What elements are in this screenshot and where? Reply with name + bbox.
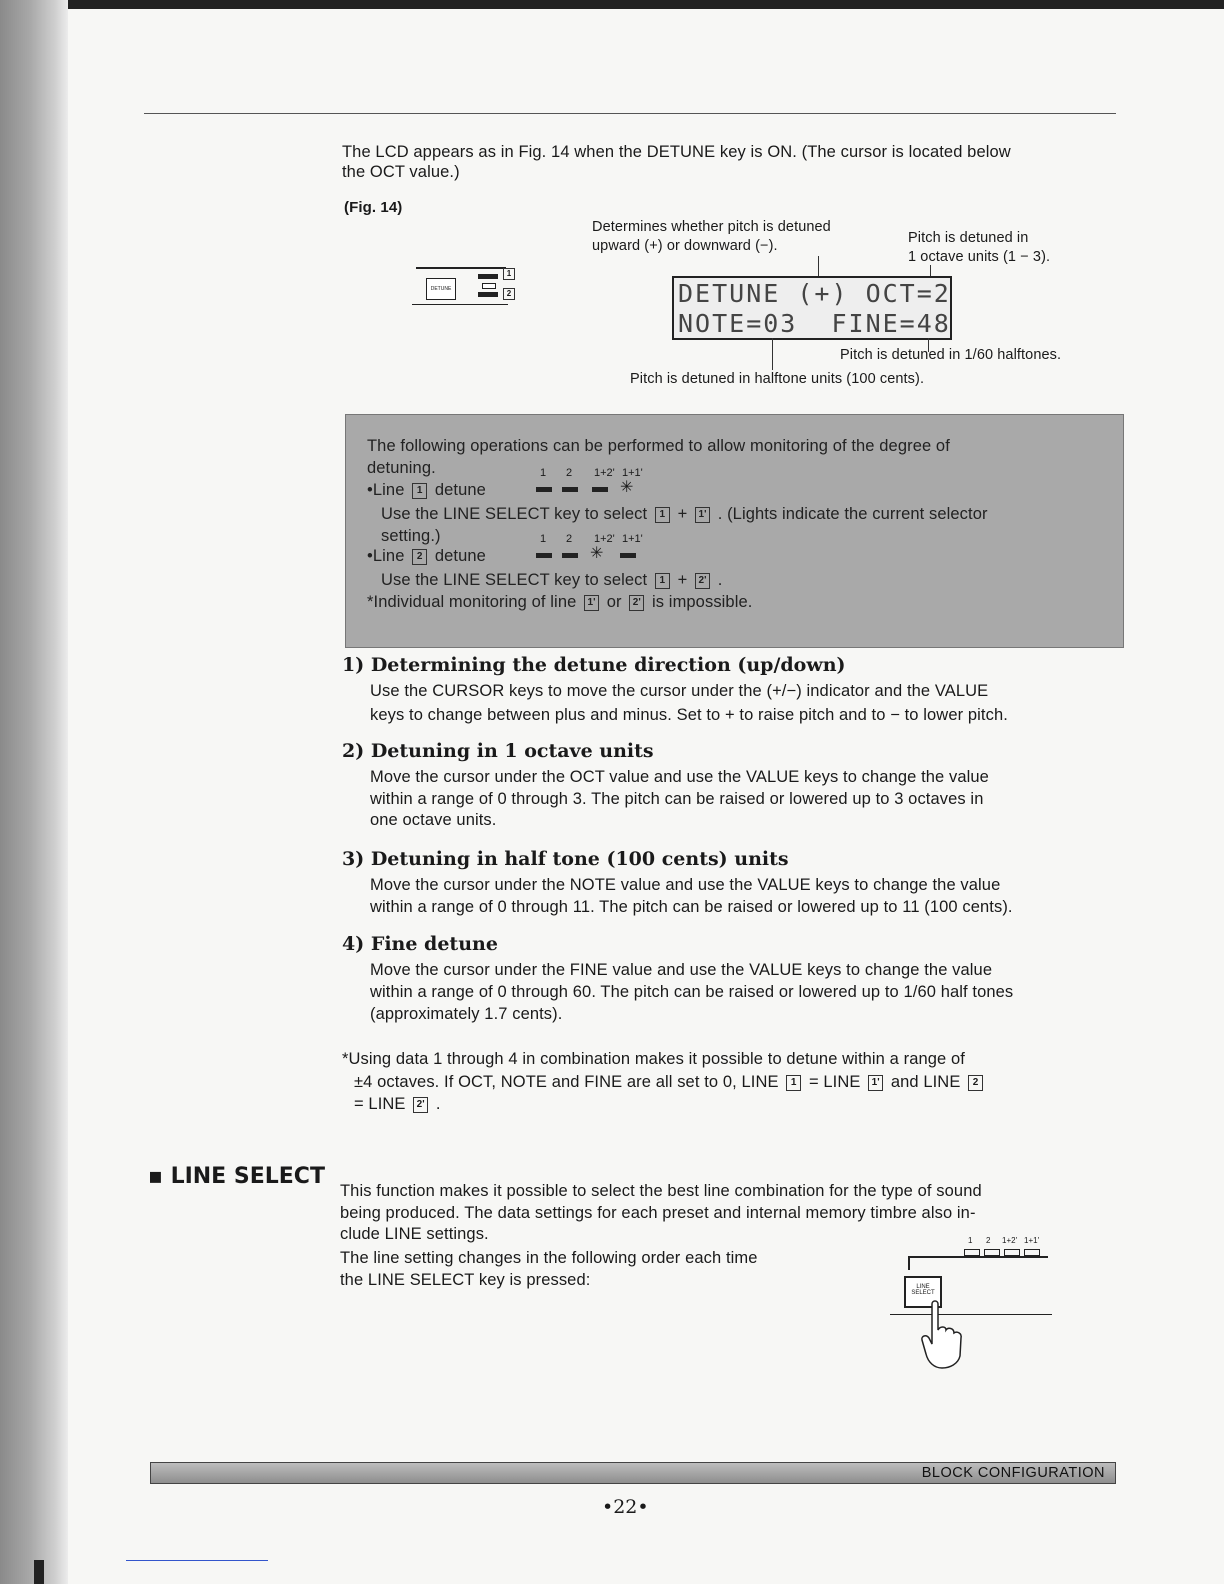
ind1-bar-b xyxy=(562,487,578,492)
callout-note-leader xyxy=(772,338,773,370)
using-note-line-1: *Using data 1 through 4 in combination makes it possible to detune within a range of xyxy=(342,1050,965,1068)
line-select-line-5: the LINE SELECT key is pressed: xyxy=(340,1271,591,1289)
figure-label: (Fig. 14) xyxy=(344,199,403,216)
ls-ind-label-a: 1 xyxy=(968,1236,973,1245)
line-select-heading: ▪ LINE SELECT xyxy=(148,1164,325,1189)
lcd-line-1: DETUNE (+) OCT=2 xyxy=(678,279,951,308)
page-number: •22• xyxy=(602,1496,649,1518)
line1-desc-key-a: 1 xyxy=(655,507,670,523)
intro-line-1: The LCD appears as in Fig. 14 when the DETUNE key is ON. (The cursor is located below xyxy=(342,143,1011,161)
ls-ind-label-d: 1+1' xyxy=(1024,1236,1040,1245)
line2-label-a: •Line xyxy=(367,547,405,565)
monitor-line1-detune xyxy=(367,479,486,501)
section-2-line-3: one octave units. xyxy=(370,811,497,829)
ls-ind-label-c: 1+2' xyxy=(1002,1236,1018,1245)
line1-desc-key-b: 1' xyxy=(695,507,710,523)
callout-direction-line-2: upward (+) or downward (−). xyxy=(592,238,778,254)
callout-oct-line-2: 1 octave units (1 − 3). xyxy=(908,249,1051,265)
ind1-label-b: 2 xyxy=(566,467,573,479)
ind1-label-d: 1+1' xyxy=(622,467,643,479)
line1-key: 1 xyxy=(412,483,427,499)
line1-desc-plus: + xyxy=(677,505,688,523)
section-4-line-2: within a range of 0 through 60. The pitch can be raised or lowered up to 1/60 half tones xyxy=(370,983,1014,1001)
ls-ind-d xyxy=(1024,1249,1040,1256)
ind2-bar-d xyxy=(620,553,636,558)
panel-key-2: 2 xyxy=(503,288,515,300)
using-note-2c: and LINE xyxy=(890,1073,961,1091)
section-1-title: 1) Determining the detune direction (up/down) xyxy=(342,654,846,676)
footer-section-label: BLOCK CONFIGURATION xyxy=(921,1465,1105,1481)
using-note-key-4: 2' xyxy=(413,1097,428,1113)
monitor-line2-detune xyxy=(367,545,486,567)
ind2-label-d: 1+1' xyxy=(622,533,643,545)
section-4-line-1: Move the cursor under the FINE value and use the VALUE keys to change the value xyxy=(370,961,993,979)
line1-label-a: •Line xyxy=(367,481,405,499)
ind2-bar-a xyxy=(536,553,552,558)
section-3-title: 3) Detuning in half tone (100 cents) units xyxy=(342,848,789,870)
ind1-lit-icon: ✳ xyxy=(620,479,634,496)
section-3-line-2: within a range of 0 through 11. The pitch can be raised or lowered up to 11 (100 cents). xyxy=(370,898,1013,916)
ind2-bar-b xyxy=(562,553,578,558)
line2-desc-plus: + xyxy=(677,571,688,589)
ind1-bar-a xyxy=(536,487,552,492)
panel-key-1: 1 xyxy=(503,268,515,280)
monitoring-box xyxy=(345,414,1124,648)
callout-direction-line-1: Determines whether pitch is detuned xyxy=(592,219,831,235)
line2-desc-b: . xyxy=(717,571,723,589)
line1-desc-a: Use the LINE SELECT key to select xyxy=(381,505,648,523)
note-b: is impossible. xyxy=(652,593,753,611)
panel-top-rule xyxy=(416,267,506,269)
ls-ind-b xyxy=(984,1249,1000,1256)
section-1-line-1: Use the CURSOR keys to move the cursor under the (+/−) indicator and the VALUE xyxy=(370,682,989,700)
ls-ind-c xyxy=(1004,1249,1020,1256)
line-select-line-3: clude LINE settings. xyxy=(340,1225,489,1243)
panel-indicator-mid xyxy=(482,283,496,289)
line2-desc-key-a: 1 xyxy=(655,573,670,589)
using-note-2b: = LINE xyxy=(808,1073,861,1091)
ls-base-line xyxy=(890,1314,1052,1315)
line2-desc-a: Use the LINE SELECT key to select xyxy=(381,571,648,589)
note-key-1: 1' xyxy=(584,595,599,611)
monitor-line1-desc-c: setting.) xyxy=(381,527,441,545)
line1-label-b: detune xyxy=(434,481,486,499)
line-select-line-2: being produced. The data settings for each preset and internal memory timbre also in- xyxy=(340,1204,976,1222)
monitor-note xyxy=(367,591,752,613)
using-note-key-3: 2 xyxy=(968,1075,983,1091)
line-select-line-1: This function makes it possible to select the best line combination for the type of sound xyxy=(340,1182,982,1200)
section-2-line-1: Move the cursor under the OCT value and use the VALUE keys to change the value xyxy=(370,768,989,786)
ind2-label-a: 1 xyxy=(540,533,547,545)
panel-indicator-1 xyxy=(478,274,498,279)
ind2-label-b: 2 xyxy=(566,533,573,545)
ls-ind-label-b: 2 xyxy=(986,1236,991,1245)
section-4-line-3: (approximately 1.7 cents). xyxy=(370,1005,563,1023)
panel-bottom-rule xyxy=(412,304,508,305)
note-or: or xyxy=(606,593,622,611)
section-3-line-1: Move the cursor under the NOTE value and use the VALUE keys to change the value xyxy=(370,876,1001,894)
ls-button-label-1: LINE xyxy=(916,1284,930,1290)
ls-left-tick xyxy=(908,1256,910,1270)
note-a: *Individual monitoring of line xyxy=(367,593,577,611)
ls-top-line xyxy=(908,1256,1048,1258)
detune-button xyxy=(426,278,456,300)
detune-panel-illustration xyxy=(412,264,522,308)
using-note-key-1: 1 xyxy=(786,1075,801,1091)
ind1-label-a: 1 xyxy=(540,467,547,479)
monitor-line-1: The following operations can be performed to allow monitoring of the degree of xyxy=(367,437,950,455)
monitor-line-2: detuning. xyxy=(367,459,436,477)
footer-band xyxy=(150,1462,1116,1484)
using-note-2a: ±4 octaves. If OCT, NOTE and FINE are all set to 0, LINE xyxy=(354,1073,779,1091)
callout-note: Pitch is detuned in halftone units (100 cents). xyxy=(630,371,925,387)
section-4-title: 4) Fine detune xyxy=(342,933,498,955)
monitor-line1-desc xyxy=(381,503,988,525)
intro-line-2: the OCT value.) xyxy=(342,163,460,181)
header-rule xyxy=(144,113,1116,114)
line2-key: 2 xyxy=(412,549,427,565)
lcd-line-2: NOTE=03 FINE=48 xyxy=(678,309,951,338)
ind1-label-c: 1+2' xyxy=(594,467,615,479)
using-note-3b: . xyxy=(435,1095,441,1113)
detune-button-label: DETUNE xyxy=(430,286,452,292)
ls-button-label-2: SELECT xyxy=(911,1290,935,1296)
bottom-corner-mark xyxy=(34,1560,44,1584)
line-select-line-4: The line setting changes in the following order each time xyxy=(340,1249,758,1267)
line2-label-b: detune xyxy=(434,547,486,565)
line-select-illustration xyxy=(890,1236,1060,1376)
monitor-line2-desc xyxy=(381,569,722,591)
panel-indicator-2 xyxy=(478,292,498,297)
lcd-display xyxy=(672,276,952,340)
using-note-key-2: 1' xyxy=(868,1075,883,1091)
scan-binding-shadow xyxy=(0,0,68,1584)
using-note-line-2 xyxy=(354,1071,986,1093)
line1-desc-b: . (Lights indicate the current selector xyxy=(717,505,988,523)
callout-fine: Pitch is detuned in 1/60 halftones. xyxy=(840,347,1062,363)
ind2-label-c: 1+2' xyxy=(594,533,615,545)
using-note-3a: = LINE xyxy=(354,1095,406,1113)
line2-desc-key-b: 2' xyxy=(695,573,710,589)
ind2-lit-icon: ✳ xyxy=(590,545,604,562)
section-2-title: 2) Detuning in 1 octave units xyxy=(342,740,654,762)
page-top-edge xyxy=(0,0,1224,9)
callout-oct-line-1: Pitch is detuned in xyxy=(908,230,1029,246)
ind1-bar-c xyxy=(592,487,608,492)
bottom-link-rule xyxy=(126,1560,268,1561)
ls-ind-a xyxy=(964,1249,980,1256)
section-1-line-2: keys to change between plus and minus. Set to + to raise pitch and to − to lower pitch. xyxy=(370,706,1008,724)
section-2-line-2: within a range of 0 through 3. The pitch can be raised or lowered up to 3 octaves in xyxy=(370,790,984,808)
pressing-hand-icon xyxy=(920,1300,964,1370)
note-key-2: 2' xyxy=(629,595,644,611)
using-note-line-3 xyxy=(354,1093,441,1115)
